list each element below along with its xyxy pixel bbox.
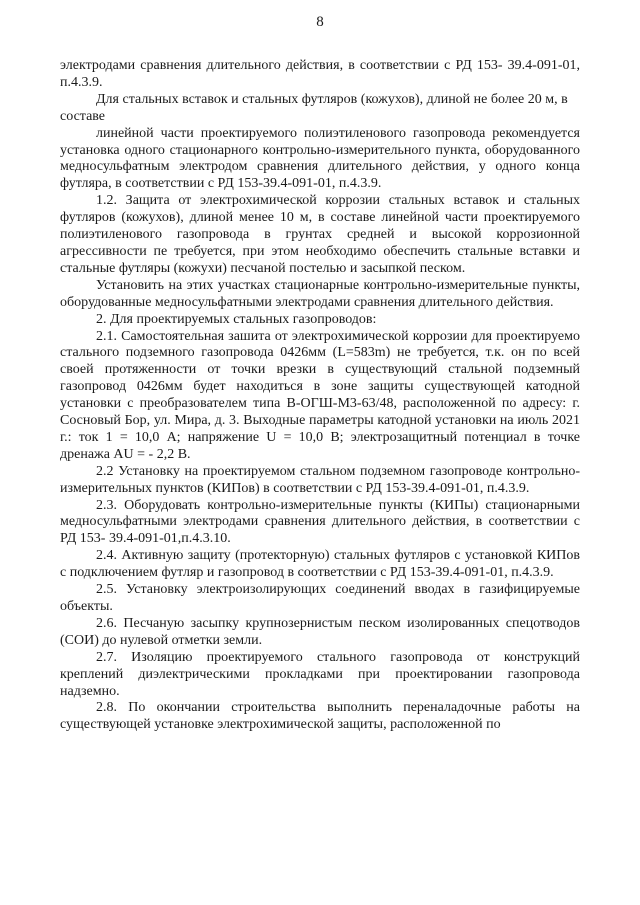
paragraph: Установить на этих участках стационарные контрольно-измерительные пункты, оборудованные медносульфатными электродами сравнения длительного действия. (60, 277, 580, 310)
paragraph: 2.2 Установку на проектируемом стальном подземном газопроводе контрольно-измерительных пунктов (КИПов) в соответствии с РД 153-39.4-091-01, п.4.3.9. (60, 463, 580, 496)
paragraph: 2.3. Оборудовать контрольно-измерительные пункты (КИПы) стационарными медносульфатными электродами сравнения длительного действия, в соответствии с РД 153- 39.4-091-01,п.4.3.10. (60, 497, 580, 547)
paragraph: 2.6. Песчаную засыпку крупнозернистым песком изолированных спецотводов (СОИ) до нулевой отметки земли. (60, 615, 580, 648)
paragraph: 2.8. По окончании строительства выполнить переналадочные работы на существующей установке электрохимической защиты, расположенной по (60, 700, 580, 733)
paragraph: Для стальных вставок и стальных футляров (кожухов), длиной не более 20 м, в составе (60, 91, 568, 124)
paragraph: 2.5. Установку электроизолирующих соединений вводах в газифицируемые объекты. (60, 582, 580, 614)
paragraph: 2.1. Самостоятельная зашита от электрохимической коррозии для проектируемо стального подземного газопровода 0426мм (L=583m) не требуется, т.к. он по всей своей протяженности от точки врезки в существующий стальной подземный газопровод 0426мм будет находиться в зоне защиты существующей катодной установки с преобразователем типа В-ОГШ-М3-63/48, расположенной по адресу: г. Сосновый Бор, ул. Мира, д. 3. Выходные параметры катодной установки на июль 2021 г.: ток 1 = 10,0 А; напряжение U = 10,0 В; электрозащитный потенциал в точке дренажа AU = - 2,2 В. (60, 328, 580, 462)
paragraph: 2.4. Активную защиту (протекторную) стальных футляров с установкой КИПов с подключением футляр и газопровод в соответствии с РД 153-39.4-091-01, п.4.3.9. (60, 548, 580, 581)
paragraph: линейной части проектируемого полиэтиленового газопровода рекомендуется установка одного стационарного контрольно-измерительного пункта, оборудованного медносульфатным электродом сравнения длительного действия, у одного конца футляра, в соответствии с РД 153-39.4-091-01, п.4.3.9. (60, 125, 580, 192)
paragraph: 2. Для проектируемых стальных газопроводов: (96, 311, 377, 327)
paragraph: 2.7. Изоляцию проектируемого стального газопровода от конструкций креплений диэлектрическими прокладками при проектировании газопровода надземно. (60, 649, 580, 699)
paragraph: 1.2. Защита от электрохимической коррозии стальных вставок и стальных футляров (кожухов), длиной менее 10 м, в составе линейной части проектируемого полиэтиленового газопровода в грунтах средней и высокой коррозионной агрессивности пе требуется, при этом необходимо обеспечить стальные вставки и стальные футляры (кожухи) песчаной постелью и засыпкой песком. (60, 193, 580, 276)
document-body (60, 58, 580, 734)
paragraph: электродами сравнения длительного действия, в соответствии с РД 153- 39.4-091-01, п.4.3.9. (60, 58, 580, 90)
page-number: 8 (316, 14, 324, 30)
